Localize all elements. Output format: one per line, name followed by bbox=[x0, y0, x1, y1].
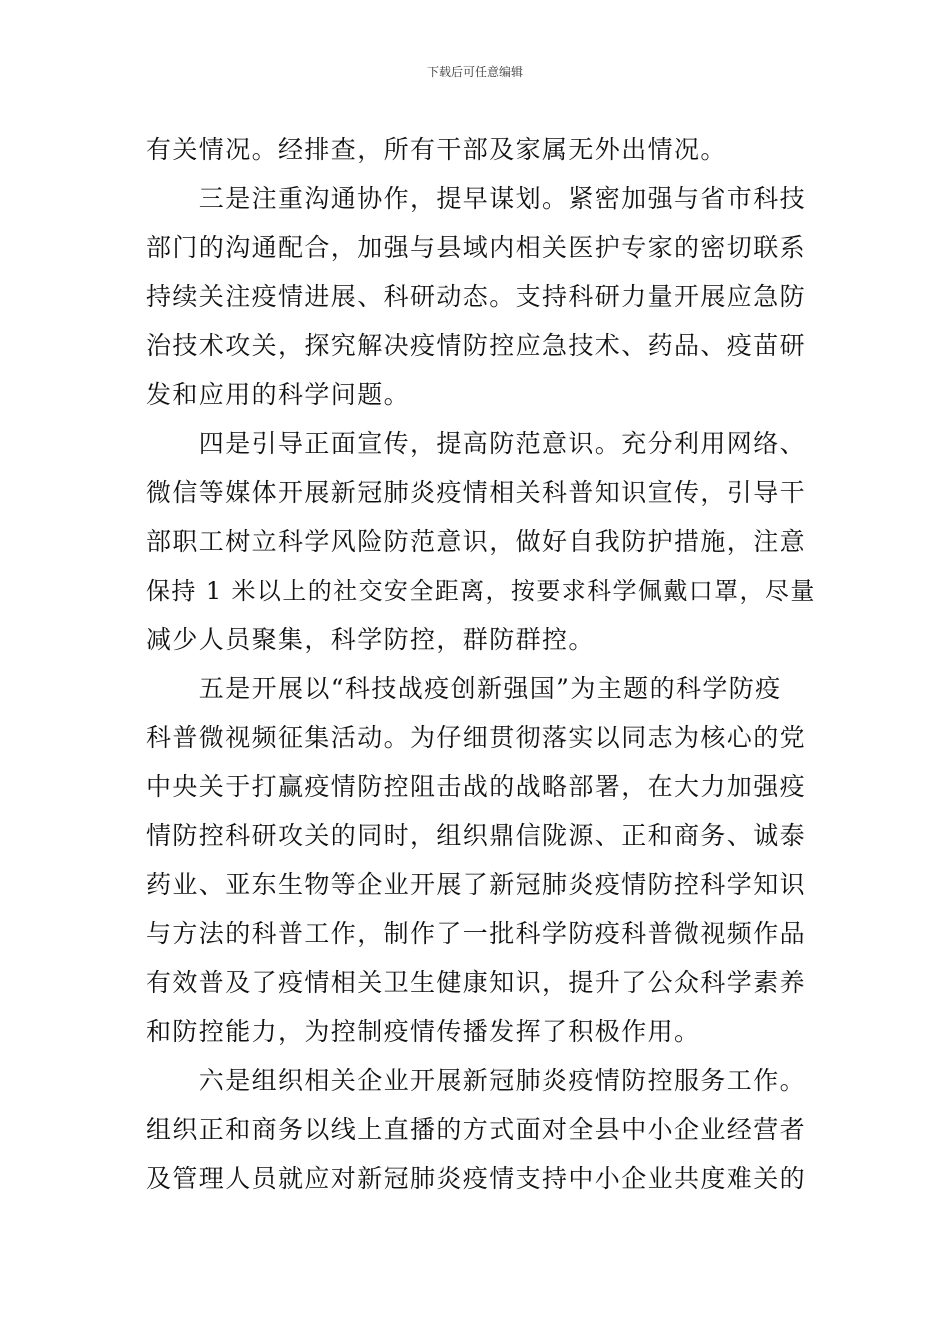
text-line: 药业、亚东生物等企业开展了新冠肺炎疫情防控科学知识 bbox=[146, 870, 807, 899]
text-line: 三是注重沟通协作，提早谋划。紧密加强与省市科技 bbox=[146, 184, 807, 213]
text-line: 治技术攻关，探究解决疫情防控应急技术、药品、疫苗研 bbox=[146, 331, 807, 360]
text-line: 微信等媒体开展新冠肺炎疫情相关科普知识宣传，引导干 bbox=[146, 478, 807, 507]
text-line: 部职工树立科学风险防范意识，做好自我防护措施，注意 bbox=[146, 527, 807, 556]
text-line: 与方法的科普工作，制作了一批科学防疫科普微视频作品 bbox=[146, 919, 807, 948]
text-line: 持续关注疫情进展、科研动态。支持科研力量开展应急防 bbox=[146, 282, 807, 311]
text-line: 组织正和商务以线上直播的方式面对全县中小企业经营者 bbox=[146, 1115, 807, 1144]
text-line: 及管理人员就应对新冠肺炎疫情支持中小企业共度难关的 bbox=[146, 1164, 807, 1193]
page-header: 下载后可任意编辑 bbox=[426, 65, 523, 79]
text-line: 四是引导正面宣传，提高防范意识。充分利用网络、 bbox=[146, 429, 807, 458]
text-line: 科普微视频征集活动。为仔细贯彻落实以同志为核心的党 bbox=[146, 723, 807, 752]
text-line: 五是开展以“科技战疫创新强国”为主题的科学防疫 bbox=[146, 674, 782, 703]
text-line: 有关情况。经排查，所有干部及家属无外出情况。 bbox=[146, 135, 727, 164]
text-line: 中央关于打赢疫情防控阻击战的战略部署，在大力加强疫 bbox=[146, 772, 807, 801]
text-line: 部门的沟通配合，加强与县域内相关医护专家的密切联系 bbox=[146, 233, 807, 262]
text-line: 保持 1 米以上的社交安全距离，按要求科学佩戴口罩，尽量 bbox=[146, 577, 816, 605]
text-line: 和防控能力，为控制疫情传播发挥了积极作用。 bbox=[146, 1017, 701, 1046]
text-line: 有效普及了疫情相关卫生健康知识，提升了公众科学素养 bbox=[146, 968, 807, 997]
text-line: 情防控科研攻关的同时，组织鼎信陇源、正和商务、诚泰 bbox=[146, 821, 807, 850]
text-line: 六是组织相关企业开展新冠肺炎疫情防控服务工作。 bbox=[146, 1066, 807, 1095]
text-line: 发和应用的科学问题。 bbox=[146, 380, 411, 409]
text-line: 减少人员聚集，科学防控，群防群控。 bbox=[146, 625, 595, 654]
